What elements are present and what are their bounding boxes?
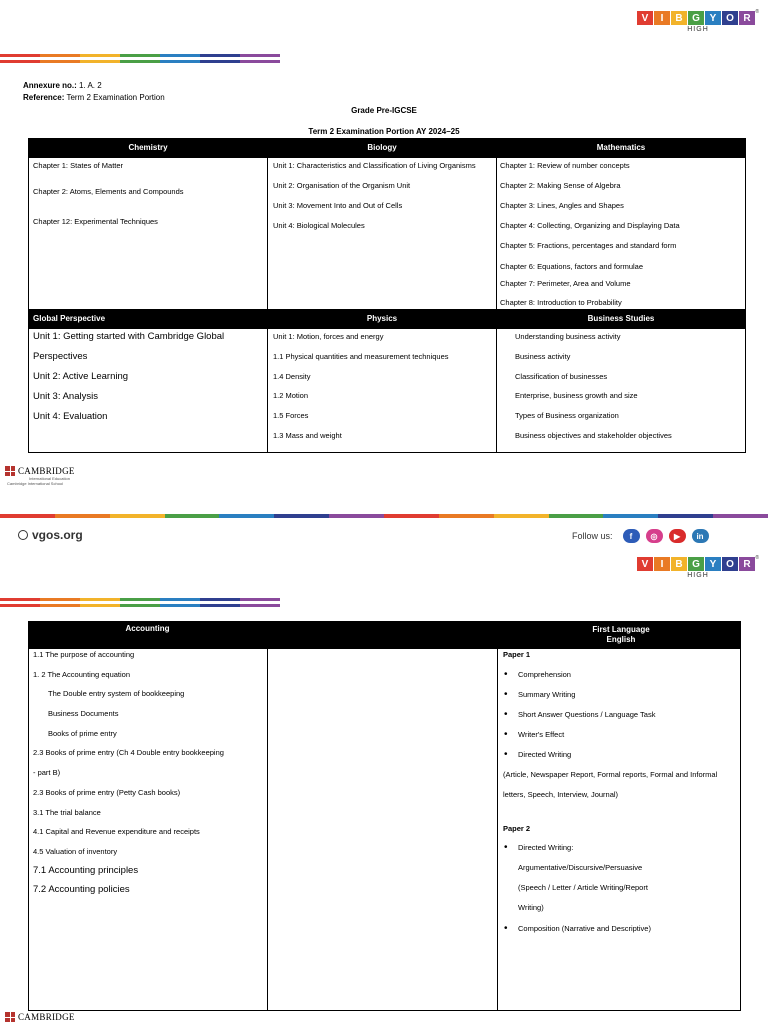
logo-letter: V <box>637 557 653 571</box>
list-item: Chapter 2: Making Sense of Algebra <box>500 181 621 190</box>
cambridge-logo-page2: CAMBRIDGE <box>5 1012 75 1022</box>
list-item: 1.3 Mass and weight <box>273 431 342 440</box>
logo-letter: I <box>654 11 670 25</box>
list-item: Types of Business organization <box>515 411 619 420</box>
logo-letter: O <box>722 557 738 571</box>
cambridge-shield-icon <box>5 466 15 476</box>
logo-letter: R <box>739 557 755 571</box>
header-business-studies: Business Studies <box>496 309 746 329</box>
english-item: Writing) <box>518 903 544 912</box>
list-item: 1.1 Physical quantities and measurement techniques <box>273 352 449 361</box>
reference-line: Reference: Term 2 Examination Portion <box>23 93 165 102</box>
color-stripes-top <box>0 54 280 68</box>
instagram-icon[interactable]: ◎ <box>646 529 663 543</box>
logo-letter: Y <box>705 11 721 25</box>
accounting-item: Books of prime entry <box>48 729 117 738</box>
header-biology: Biology <box>268 138 496 158</box>
list-item: Chapter 12: Experimental Techniques <box>33 217 158 226</box>
accounting-item: 2.3 Books of prime entry (Petty Cash books) <box>33 788 181 797</box>
list-item: Enterprise, business growth and size <box>515 391 638 400</box>
list-item: Chapter 1: Review of number concepts <box>500 161 630 170</box>
vibgyor-logo-top: V I B G Y O R HIGH ® <box>637 11 759 33</box>
list-item: Unit 2: Organisation of the Organism Unit <box>273 181 411 190</box>
list-item: Unit 3: Analysis <box>33 391 98 402</box>
list-item: 1.4 Density <box>273 372 311 381</box>
vibgyor-logo-page2: V I B G Y O R HIGH ® <box>637 557 759 579</box>
linkedin-icon[interactable]: in <box>692 529 709 543</box>
list-item: Chapter 8: Introduction to Probability <box>500 298 622 307</box>
document-meta <box>23 80 165 104</box>
cambridge-logo: CAMBRIDGE International Education Cambridge International School <box>7 466 75 486</box>
logo-letters <box>637 557 759 571</box>
accounting-item: 2.3 Books of prime entry (Ch 4 Double entry bookkeeping <box>33 748 224 757</box>
accounting-item: 7.2 Accounting policies <box>33 884 130 895</box>
english-item: • Summary Writing <box>518 690 575 700</box>
exam-portion-table-2 <box>28 621 741 1011</box>
header-accounting: Accounting <box>28 621 267 649</box>
list-item: Unit 2: Active Learning <box>33 371 129 382</box>
color-stripes-page2 <box>0 598 280 612</box>
social-links: Follow us: f ◎ ▶ in <box>572 529 709 543</box>
logo-letter: B <box>671 557 687 571</box>
cambridge-shield-icon <box>5 1012 15 1022</box>
accounting-item: The Double entry system of bookkeeping <box>48 689 185 698</box>
list-item: Chapter 1: States of Matter <box>33 161 124 170</box>
list-item: Unit 1: Characteristics and Classification of Living Organisms <box>273 161 476 170</box>
logo-subtitle: HIGH <box>687 26 709 33</box>
list-item: 1.2 Motion <box>273 391 309 400</box>
annexure-line: Annexure no.: 1. A. 2 <box>23 81 102 90</box>
accounting-item: 3.1 The trial balance <box>33 808 101 817</box>
term-title: Term 2 Examination Portion AY 2024–25 <box>308 127 460 136</box>
logo-letter: O <box>722 11 738 25</box>
logo-letters <box>637 11 759 25</box>
list-item: Chapter 5: Fractions, percentages and standard form <box>500 241 677 250</box>
logo-letter: V <box>637 11 653 25</box>
list-item: Unit 1: Getting started with Cambridge Global <box>33 331 225 342</box>
accounting-item: 4.1 Capital and Revenue expenditure and receipts <box>33 827 200 836</box>
accounting-item: Business Documents <box>48 709 119 718</box>
list-item: Unit 4: Biological Molecules <box>273 221 365 230</box>
header-mathematics: Mathematics <box>496 138 746 158</box>
accounting-item: 1. 2 The Accounting equation <box>33 670 131 679</box>
logo-letter: Y <box>705 557 721 571</box>
footer-color-bar <box>0 514 768 518</box>
header-first-language-english: First Language English <box>497 621 741 649</box>
logo-letter: G <box>688 557 704 571</box>
english-item: • Writer's Effect <box>518 730 564 740</box>
header-global-perspective: Global Perspective <box>28 309 268 329</box>
list-item: Perspectives <box>33 351 88 362</box>
logo-letter: B <box>671 11 687 25</box>
english-item: • Directed Writing: <box>518 843 573 853</box>
english-item: • Short Answer Questions / Language Task <box>518 710 655 720</box>
accounting-item: 7.1 Accounting principles <box>33 865 139 876</box>
english-item: Paper 2 <box>503 824 531 833</box>
list-item: Business activity <box>515 352 571 361</box>
list-item: Understanding business activity <box>515 332 621 341</box>
english-item: (Article, Newspaper Report, Formal reports, Formal and Informal <box>503 770 718 779</box>
list-item: 1.5 Forces <box>273 411 309 420</box>
accounting-item: 4.5 Valuation of inventory <box>33 847 118 856</box>
list-item: Classification of businesses <box>515 372 608 381</box>
globe-icon <box>18 530 28 540</box>
grade-title: Grade Pre-IGCSE <box>351 106 417 115</box>
english-item: Paper 1 <box>503 650 531 659</box>
header-chemistry: Chemistry <box>28 138 268 158</box>
accounting-item: 1.1 The purpose of accounting <box>33 650 135 659</box>
english-item: letters, Speech, Interview, Journal) <box>503 790 619 799</box>
logo-subtitle: HIGH <box>687 572 709 579</box>
logo-letter: G <box>688 11 704 25</box>
youtube-icon[interactable]: ▶ <box>669 529 686 543</box>
list-item: Chapter 6: Equations, factors and formulae <box>500 262 643 271</box>
accounting-item: - part B) <box>33 768 61 777</box>
english-item: • Composition (Narrative and Descriptive) <box>518 924 651 934</box>
list-item: Chapter 3: Lines, Angles and Shapes <box>500 201 624 210</box>
logo-letter: R <box>739 11 755 25</box>
facebook-icon[interactable]: f <box>623 529 640 543</box>
logo-letter: I <box>654 557 670 571</box>
english-item: • Directed Writing <box>518 750 571 760</box>
english-item: (Speech / Letter / Article Writing/Report <box>518 883 648 892</box>
list-item: Chapter 2: Atoms, Elements and Compounds <box>33 187 184 196</box>
english-item: • Comprehension <box>518 670 571 680</box>
list-item: Chapter 7: Perimeter, Area and Volume <box>500 279 631 288</box>
list-item: Unit 4: Evaluation <box>33 411 108 422</box>
header-physics: Physics <box>268 309 496 329</box>
english-item: Argumentative/Discursive/Persuasive <box>518 863 643 872</box>
list-item: Business objectives and stakeholder objectives <box>515 431 672 440</box>
list-item: Chapter 4: Collecting, Organizing and Displaying Data <box>500 221 680 230</box>
list-item: Unit 1: Motion, forces and energy <box>273 332 384 341</box>
list-item: Unit 3: Movement Into and Out of Cells <box>273 201 403 210</box>
website-link[interactable]: vgos.org <box>18 528 83 542</box>
